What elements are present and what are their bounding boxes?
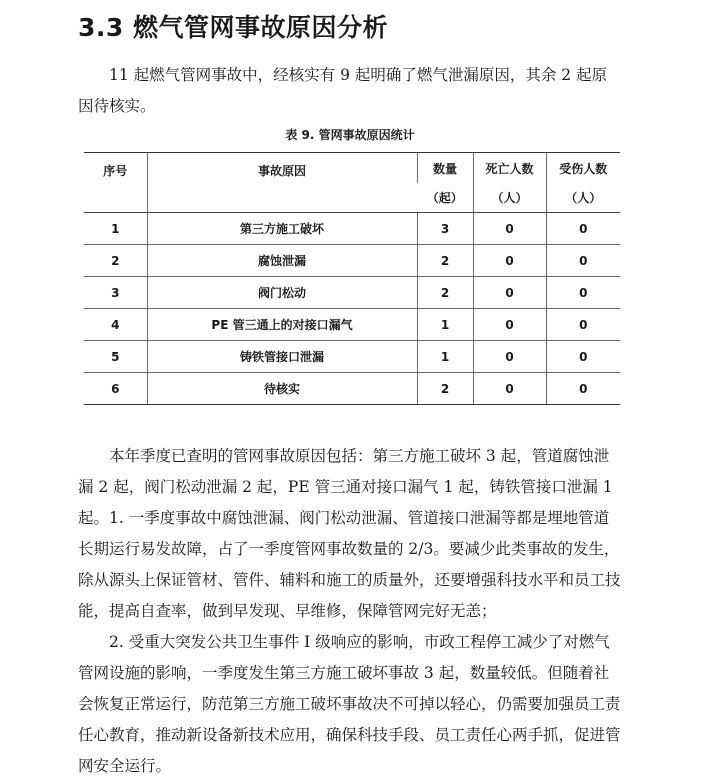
cell-seq: 1 <box>84 213 147 245</box>
cell-cause: 阀门松动 <box>147 277 417 309</box>
accident-cause-table <box>84 152 620 405</box>
cell-count: 2 <box>417 277 473 309</box>
section-heading: 3.3 燃气管网事故原因分析 <box>78 13 388 42</box>
cell-seq: 6 <box>84 373 147 405</box>
cell-count: 1 <box>417 309 473 341</box>
header-deaths: 死亡人数 <box>473 153 546 184</box>
cell-deaths: 0 <box>473 277 546 309</box>
cell-cause: 待核实 <box>147 373 417 405</box>
header-count-unit: （起） <box>417 183 473 213</box>
table-row <box>84 213 620 245</box>
cell-seq: 2 <box>84 245 147 277</box>
cell-injuries: 0 <box>546 277 620 309</box>
header-deaths-unit: （人） <box>473 183 546 213</box>
cell-cause: 第三方施工破坏 <box>147 213 417 245</box>
cell-cause: 腐蚀泄漏 <box>147 245 417 277</box>
cell-cause: 铸铁管接口泄漏 <box>147 341 417 373</box>
cell-injuries: 0 <box>546 373 620 405</box>
point-1-paragraph: 1. 一季度事故中腐蚀泄漏、阀门松动泄漏、管道接口泄漏等都是埋地管道长期运行易发故障，占了一季度管网事故数量的 2/3。要减少此类事故的发生，除从源头上保证管材、管件、辅料和施工的质量外，还要增强科技水平和员工技能，提高自查率，做到早发现、早维修，保障管网完好无恙； <box>78 509 621 620</box>
cell-deaths: 0 <box>473 245 546 277</box>
summary-paragraph: 本年季度已查明的管网事故原因包括：第三方施工破坏 3 起，管道腐蚀泄漏 2 起，阀门松动泄漏 2 起，PE 管三通对接口漏气 1 起，铸铁管接口泄漏 1 起。 <box>78 447 613 527</box>
cell-deaths: 0 <box>473 309 546 341</box>
table-row <box>84 373 620 405</box>
table-row <box>84 245 620 277</box>
intro-paragraph: 11 起燃气管网事故中，经核实有 9 起明确了燃气泄漏原因，其余 2 起原因待核实。 <box>78 66 608 115</box>
header-seq: 序号 <box>84 153 147 213</box>
cell-seq: 4 <box>84 309 147 341</box>
cell-injuries: 0 <box>546 341 620 373</box>
point-2-paragraph: 2. 受重大突发公共卫生事件 I 级响应的影响，市政工程停工减少了对燃气管网设施的影响，一季度发生第三方施工破坏事故 3 起，数量较低。但随着社会恢复正常运行，防范第三方施工破坏事故决不可掉以轻心，仍需要加强员工责任心教育，推动新设备新技术应用，确保科技手段、员工责任心两手抓，促进管网安全运行。 <box>78 633 621 775</box>
table-row <box>84 309 620 341</box>
cell-count: 2 <box>417 245 473 277</box>
header-injuries-unit: （人） <box>546 183 620 213</box>
cell-deaths: 0 <box>473 213 546 245</box>
cell-count: 3 <box>417 213 473 245</box>
cell-count: 2 <box>417 373 473 405</box>
table-row <box>84 341 620 373</box>
header-cause: 事故原因 <box>147 153 417 213</box>
cell-deaths: 0 <box>473 373 546 405</box>
header-injuries: 受伤人数 <box>546 153 620 184</box>
header-count: 数量 <box>417 153 473 184</box>
table-caption: 表 9. 管网事故原因统计 <box>285 128 415 142</box>
cell-injuries: 0 <box>546 245 620 277</box>
cell-injuries: 0 <box>546 309 620 341</box>
cell-count: 1 <box>417 341 473 373</box>
cell-seq: 3 <box>84 277 147 309</box>
cell-injuries: 0 <box>546 213 620 245</box>
cell-cause: PE 管三通上的对接口漏气 <box>147 309 417 341</box>
cell-deaths: 0 <box>473 341 546 373</box>
cell-seq: 5 <box>84 341 147 373</box>
table-row <box>84 277 620 309</box>
